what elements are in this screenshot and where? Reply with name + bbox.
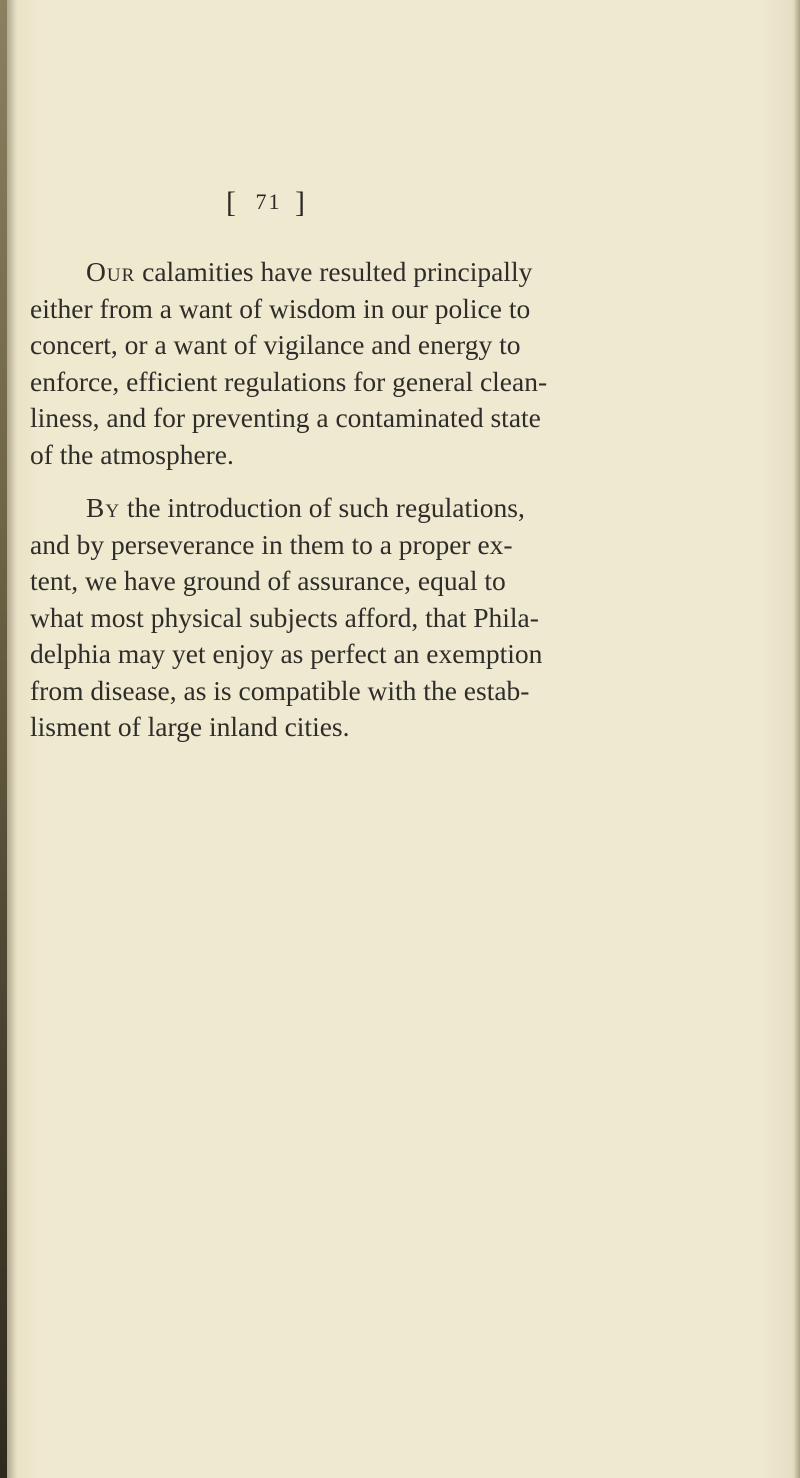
paragraph-line: liness, and for preventing a contaminated state [30,402,541,433]
paragraph-line: concert, or a want of vigilance and energy to [30,329,521,360]
paragraph-line [30,254,776,291]
page-number-header [226,186,311,220]
paragraph-line-text: the introduction of such regulations, [126,492,525,523]
paragraph-line: delphia may yet enjoy as perfect an exemption [30,638,543,669]
paragraph-line: and by perseverance in them to a proper ex- [30,528,513,560]
paragraph-line: lisment of large inland cities. [30,711,350,742]
paragraph-line: from disease, as is compatible with the estab- [30,674,530,706]
page-edge [794,0,800,1478]
page-number: 71 [255,189,282,214]
bracket-open: [ [226,186,242,219]
paragraph-regulations [30,490,776,746]
paragraph-lead-word: By [86,492,121,523]
paragraph-line: either from a want of wisdom in our police to [30,292,531,324]
paragraph-line: of the atmosphere. [30,438,234,470]
paragraph-line: enforce, efficient regulations for general clean- [30,365,548,397]
bracket-close: ] [295,186,311,219]
binding-edge [0,0,7,1478]
paragraph-line-text: calamities have resulted principally [142,256,533,287]
paragraph-lead-word: Our [86,256,136,287]
paragraph-line: tent, we have ground of assurance, equal to [30,565,506,596]
paragraph-line [30,490,776,527]
binding-shadow [7,0,17,1478]
paragraph-line: what most physical subjects afford, that Phila- [30,601,539,633]
paragraph-calamities [30,254,776,473]
